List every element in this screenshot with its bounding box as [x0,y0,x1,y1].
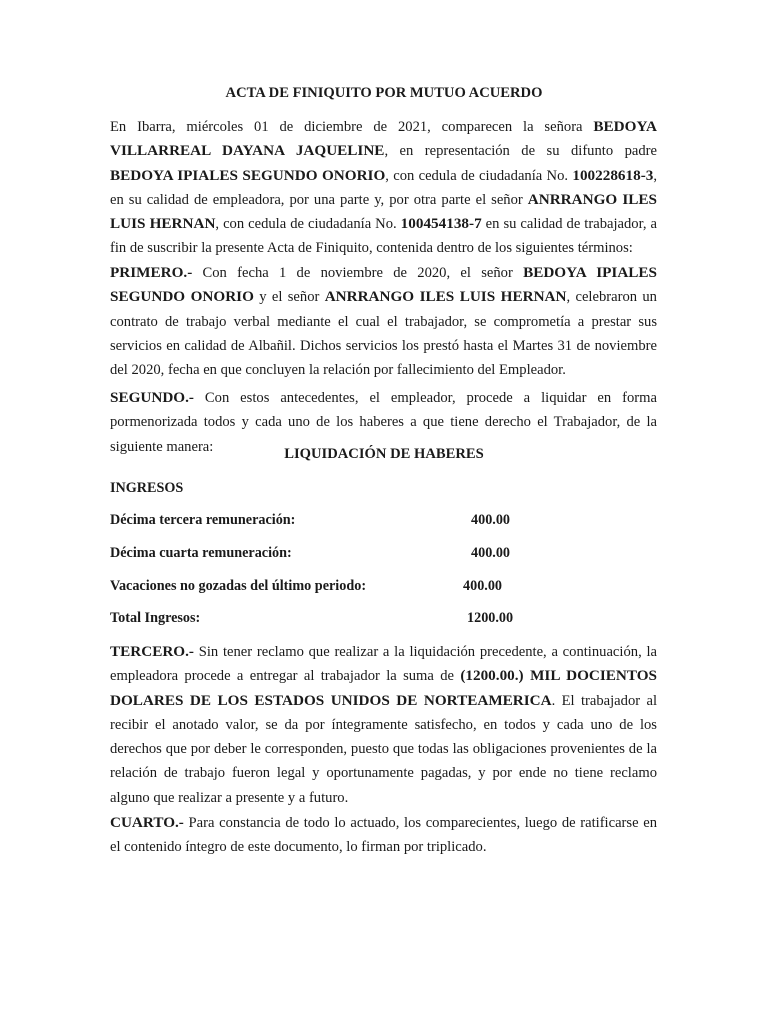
intro-text-4: , en su calidad de empleadora, por una parte y, por otra parte el señor [110,167,657,208]
income-total-amount: 1200.00 [467,610,514,626]
clause-primero-heading: PRIMERO.- [110,264,193,281]
intro-name-worker: ANRRANGO ILES LUIS HERNAN [110,190,657,233]
income-row-label: Décima cuarta remuneración: [110,545,292,561]
clause-primero-name-1: BEDOYA IPIALES SEGUNDO ONORIO [110,264,658,306]
clause-segundo-text: Con estos antecedentes, el empleador, procede a liquidar en forma pormenorizada todos y cada uno de los haberes a que tiene derecho el Trabajador, de la siguiente manera: [110,390,657,455]
clause-segundo-heading: SEGUNDO.- [110,389,194,406]
clause-primero-name-2: ANRRANGO ILES LUIS HERNAN [324,288,567,306]
income-row [110,578,503,595]
clause-primero-text-1: Con fecha 1 de noviembre de 2020, el señor [192,265,524,281]
intro-id-worker: 100454138-7 [400,215,482,233]
ingresos-label: INGRESOS [110,480,184,496]
intro-text-2: , en representación de su difunto padre [384,143,657,160]
clause-cuarto-text: Para constancia de todo lo actuado, los comparecientes, luego de ratificarse en el contenido íntegro de este documento, lo firman por triplicado. [110,815,657,856]
income-row-label: Décima tercera remuneración: [110,512,296,528]
clause-tercero-text-1: Sin tener reclamo que realizar a la liquidación precedente, a continuación, la empleadora procede a entregar al trabajador la suma de [110,644,657,685]
clause-primero-text-2: y el señor [253,289,325,306]
income-row-amount: 400.00 [471,545,511,561]
intro-name-representative: BEDOYA VILLARREAL DAYANA JAQUELINE [110,118,657,160]
clause-cuarto [110,811,657,860]
income-total-label: Total Ingresos: [110,610,201,626]
clause-tercero-text-2: . El trabajador al recibir el anotado valor, se da por íntegramente satisfecho, en todos y cada uno de los derechos que por deber le corresponden, puesto que todas las obligaciones provenientes de la relación de trabajo fueron legal y oportunamente pagadas, y por ende no tiene reclamo alguno que realizar a presente y a futuro. [110,692,657,806]
clause-tercero-amount-words: (1200.00.) MIL DOCIENTOS DOLARES DE LOS ESTADOS UNIDOS DE NORTEAMERICA [110,667,657,709]
income-row-label: Vacaciones no gozadas del último periodo: [110,578,367,594]
income-row-amount: 400.00 [471,512,511,528]
income-row-amount: 400.00 [463,578,503,594]
intro-paragraph [110,115,657,261]
income-row [110,545,511,562]
clause-tercero [110,640,657,810]
intro-id-employer: 100228618-3 [572,166,654,184]
clause-cuarto-heading: CUARTO.- [110,814,184,831]
intro-text-6: en su calidad de trabajador, a fin de suscribir la presente Acta de Finiquito, contenida dentro de los siguientes términos: [110,216,657,257]
income-total-row [110,610,514,627]
document-title: ACTA DE FINIQUITO POR MUTUO ACUERDO [225,85,543,101]
liquidacion-title: LIQUIDACIÓN DE HABERES [284,446,484,462]
intro-text-1: En Ibarra, miércoles 01 de diciembre de 2021, comparecen la señora [110,119,594,135]
clause-primero [110,261,657,382]
intro-text-5: , con cedula de ciudadanía No. [215,216,401,233]
clause-primero-text-3: , celebraron un contrato de trabajo verbal mediante el cual el trabajador, se comprometía a prestar sus servicios en calidad de Albañil. Dichos servicios los prestó hasta el Martes 31 de noviembre del 2020, fecha en que concluyen la relación por fallecimiento del Empleador. [110,289,657,379]
clause-tercero-heading: TERCERO.- [110,643,194,660]
intro-name-employer: BEDOYA IPIALES SEGUNDO ONORIO [110,166,386,184]
intro-text-3: , con cedula de ciudadanía No. [385,167,573,184]
ingresos-heading [110,480,183,497]
income-row [110,512,511,529]
